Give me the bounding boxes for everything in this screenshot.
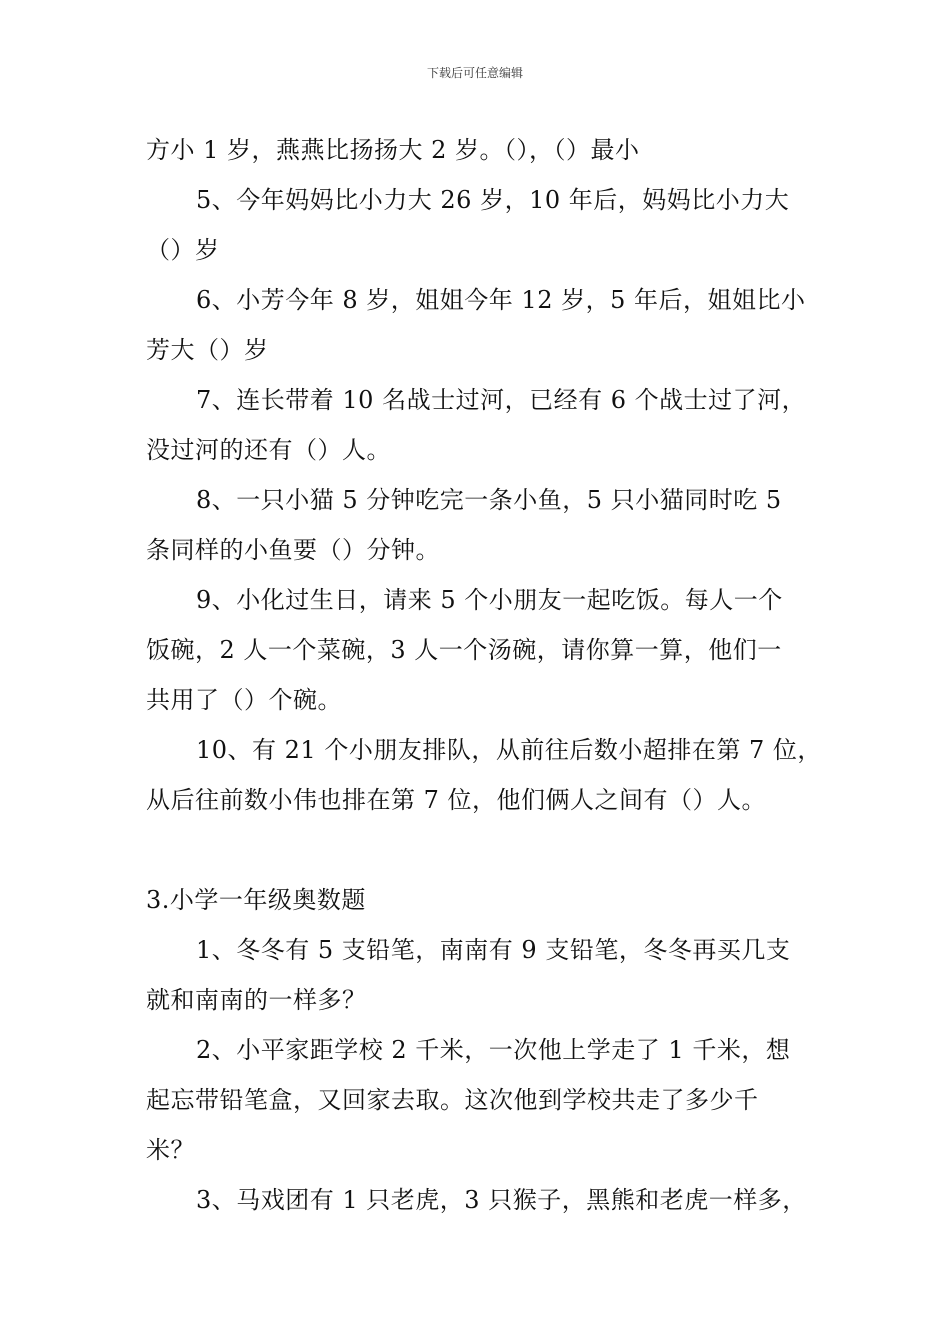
question-5: 5、今年妈妈比小力大 26 岁，10 年后，妈妈比小力大: [196, 186, 790, 214]
question-2: 2、小平家距学校 2 千米，一次他上学走了 1 千米，想: [196, 1036, 791, 1064]
text-line: 共用了（）个碗。: [146, 686, 342, 714]
question-1: 1、冬冬有 5 支铅笔，南南有 9 支铅笔，冬冬再买几支: [196, 936, 791, 964]
question-10: 10、有 21 个小朋友排队，从前往后数小超排在第 7 位，: [196, 736, 822, 764]
text-line: 就和南南的一样多？: [146, 986, 367, 1014]
question-6: 6、小芳今年 8 岁，姐姐今年 12 岁，5 年后，姐姐比小: [196, 286, 806, 314]
section-gap: [146, 825, 810, 875]
document-body: [146, 125, 822, 1225]
page-header: 下载后可任意编辑: [426, 66, 523, 80]
question-3: 3、马戏团有 1 只老虎，3 只猴子，黑熊和老虎一样多，: [196, 1186, 807, 1214]
text-line: （）岁: [146, 236, 220, 264]
question-7: 7、连长带着 10 名战士过河，已经有 6 个战士过了河，: [196, 386, 807, 414]
question-8: 8、一只小猫 5 分钟吃完一条小鱼，5 只小猫同时吃 5: [196, 486, 782, 514]
question-9: 9、小化过生日，请来 5 个小朋友一起吃饭。每人一个: [196, 586, 783, 614]
text-line: 芳大（）岁: [146, 336, 269, 364]
text-line: 从后往前数小伟也排在第 7 位，他们俩人之间有（）人。: [146, 786, 767, 814]
text-line: 米？: [146, 1136, 195, 1164]
text-line: 没过河的还有（）人。: [146, 436, 391, 464]
text-line: 方小 1 岁，燕燕比扬扬大 2 岁。（），（）最小: [146, 136, 640, 164]
text-line: 起忘带铅笔盒，又回家去取。这次他到学校共走了多少千: [146, 1086, 759, 1114]
text-line: 条同样的小鱼要（）分钟。: [146, 536, 440, 564]
text-line: 饭碗，2 人一个菜碗，3 人一个汤碗，请你算一算，他们一: [146, 636, 782, 664]
section-heading: 3.小学一年级奥数题: [146, 886, 366, 914]
